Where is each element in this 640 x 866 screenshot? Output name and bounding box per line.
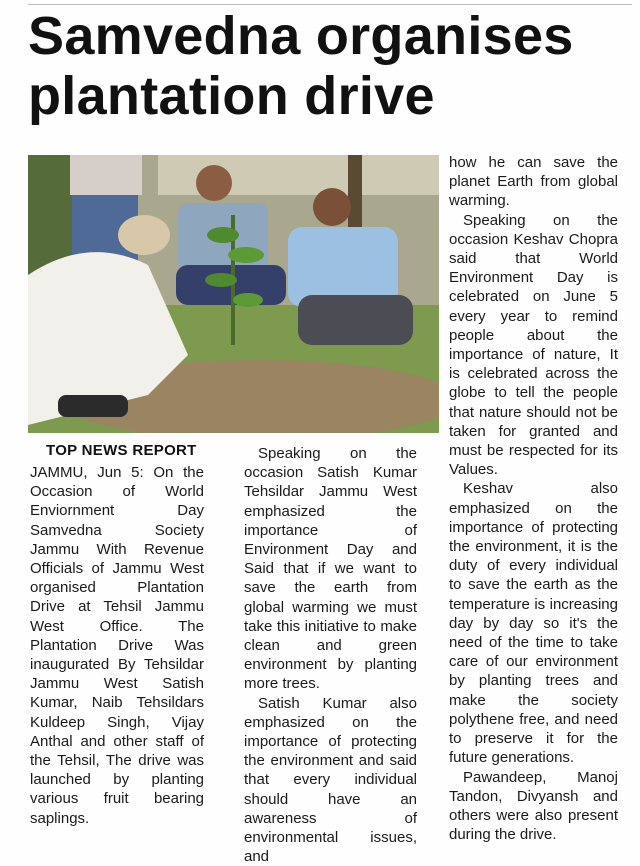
news-photo (28, 155, 439, 433)
article-column-3 (449, 153, 618, 844)
sapling-leaf (228, 247, 264, 263)
sapling-leaf (205, 273, 237, 287)
article-column-1 (30, 463, 204, 828)
man-center-head (196, 165, 232, 201)
article-paragraph: how he can save the planet Earth from global warming. (449, 154, 618, 210)
headline: Samvedna organises plantation drive (28, 6, 574, 126)
article-paragraph: Pawandeep, Manoj Tandon, Divyansh and others were also present during the drive. (449, 768, 618, 844)
sapling-leaf (207, 227, 239, 243)
sapling-leaf (233, 293, 263, 307)
article-column-2 (244, 444, 417, 866)
article-paragraph: Speaking on the occasion Satish Kumar Tehsildar Jammu West emphasized the importance of Environment Day and Said that if we want to save the earth from global warming we must take this initiative to make clean and green environment by planting more trees. (244, 445, 417, 693)
man-right-head (313, 188, 351, 226)
photo-tree-trunk (348, 155, 362, 235)
kneeling-person-shoes (58, 395, 128, 417)
byline: TOP NEWS REPORT (46, 442, 197, 459)
standing-person-shirt (70, 155, 142, 195)
article-paragraph: Speaking on the occasion Keshav Chopra said that World Environment Day is celebrated on June 5 every year to remind people about the importance of nature, It is celebrated across the globe to tell the people that nature should not be taken for granted and must be respected for its Values. (449, 211, 618, 479)
top-rule (28, 4, 632, 5)
man-right-trousers (298, 295, 413, 345)
article-paragraph: Satish Kumar also emphasized on the importance of protecting the environment and said that every individual should have an awareness of environmental issues, and (244, 694, 417, 866)
kneeling-person-turban (118, 215, 170, 255)
plantation-photo-illustration (28, 155, 439, 433)
article-paragraph: Keshav also emphasized on the importance of protecting the environment, it is the duty of every individual to save the earth as the temperature is increasing day by day so it's the need of the time to take care of our environment by planting trees and make the society polythene free, and need to preserve it for the future generations. (449, 480, 618, 767)
article-paragraph: JAMMU, Jun 5: On the Occasion of World Enviornment Day Samvedna Society Jammu With Revenue Officials of Jammu West organised Plantation Drive at Tehsil Jammu West Office. The Plantation Drive Was inaugurated By Tehsildar Jammu West Satish Kumar, Naib Tehsildars Kuldeep Singh, Vijay Anthal and other staff of the Tehsil, The drive was launched by planting various fruit bearing saplings. (30, 464, 204, 827)
